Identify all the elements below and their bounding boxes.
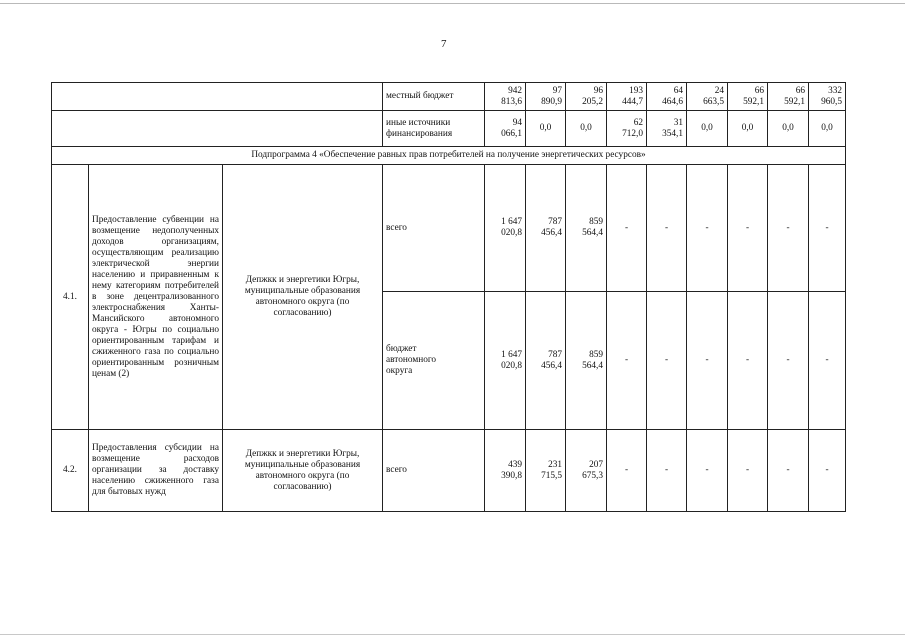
value-cell: 787 456,4	[526, 165, 566, 292]
source-label: всего	[383, 165, 485, 292]
value-cell: 193 444,7	[607, 83, 647, 111]
value-cell: 24 663,5	[687, 83, 728, 111]
value-cell: -	[607, 430, 647, 512]
blank-cell	[52, 111, 383, 147]
table-row	[52, 83, 846, 111]
value-cell: -	[768, 292, 809, 430]
value-cell: 66 592,1	[768, 83, 809, 111]
item-executor: Депжкк и энергетики Югры, муниципальные образования автономного округа (по согласованию)	[223, 430, 383, 512]
value-cell: 0,0	[809, 111, 846, 147]
subprogram-title: Подпрограмма 4 «Обеспечение равных прав потребителей на получение энергетических ресурсов»	[52, 147, 846, 165]
value-cell: -	[687, 165, 728, 292]
value-cell: -	[728, 430, 768, 512]
source-label: местный бюджет	[383, 83, 485, 111]
value-cell: -	[647, 430, 687, 512]
value-cell: 0,0	[526, 111, 566, 147]
source-label: иные источники финансирования	[383, 111, 485, 147]
value-cell: 1 647 020,8	[485, 292, 526, 430]
value-cell: 859 564,4	[566, 165, 607, 292]
table-row	[52, 111, 846, 147]
item-description: Предоставление субвенции на возмещение недополученных доходов организациям, осуществляющим реализацию электрической энергии населению и приравненным к нему категориям потребителей в зоне децентрализованного электроснабжения Ханты-Мансийского автономного округа - Югры по социально ориентированным тарифам и сжиженного газа по социально ориентированным розничным ценам (2)	[89, 165, 223, 430]
value-cell: -	[809, 165, 846, 292]
value-cell: 787 456,4	[526, 292, 566, 430]
value-cell: 231 715,5	[526, 430, 566, 512]
value-cell: 66 592,1	[728, 83, 768, 111]
value-cell: 64 464,6	[647, 83, 687, 111]
value-cell: 97 890,9	[526, 83, 566, 111]
value-cell: 0,0	[687, 111, 728, 147]
value-cell: 96 205,2	[566, 83, 607, 111]
value-cell: 94 066,1	[485, 111, 526, 147]
value-cell: -	[607, 165, 647, 292]
value-cell: 62 712,0	[607, 111, 647, 147]
source-label: всего	[383, 430, 485, 512]
value-cell: 0,0	[728, 111, 768, 147]
table-row	[52, 147, 846, 165]
item-number: 4.1.	[52, 165, 89, 430]
value-cell: -	[687, 430, 728, 512]
value-cell: 31 354,1	[647, 111, 687, 147]
value-cell: -	[728, 165, 768, 292]
value-cell: -	[647, 165, 687, 292]
scan-edge-top	[0, 3, 905, 4]
value-cell: -	[768, 430, 809, 512]
value-cell: -	[687, 292, 728, 430]
value-cell: 207 675,3	[566, 430, 607, 512]
value-cell: 859 564,4	[566, 292, 607, 430]
value-cell: -	[809, 430, 846, 512]
budget-table	[51, 82, 846, 512]
value-cell: 942 813,6	[485, 83, 526, 111]
value-cell: -	[768, 165, 809, 292]
value-cell: -	[728, 292, 768, 430]
item-number: 4.2.	[52, 430, 89, 512]
value-cell: 332 960,5	[809, 83, 846, 111]
scan-edge-bottom	[0, 634, 905, 635]
blank-cell	[52, 83, 383, 111]
value-cell: -	[607, 292, 647, 430]
table-row	[52, 430, 846, 512]
page-number: 7	[441, 38, 447, 50]
value-cell: -	[647, 292, 687, 430]
value-cell: 0,0	[566, 111, 607, 147]
table-row	[52, 165, 846, 292]
value-cell: 0,0	[768, 111, 809, 147]
value-cell: 439 390,8	[485, 430, 526, 512]
value-cell: -	[809, 292, 846, 430]
item-executor: Депжкк и энергетики Югры, муниципальные образования автономного округа (по согласованию)	[223, 165, 383, 430]
source-label: бюджет автономного округа	[383, 292, 485, 430]
value-cell: 1 647 020,8	[485, 165, 526, 292]
item-description: Предоставления субсидии на возмещение расходов организации за доставку населению сжиженного газа для бытовых нужд	[89, 430, 223, 512]
